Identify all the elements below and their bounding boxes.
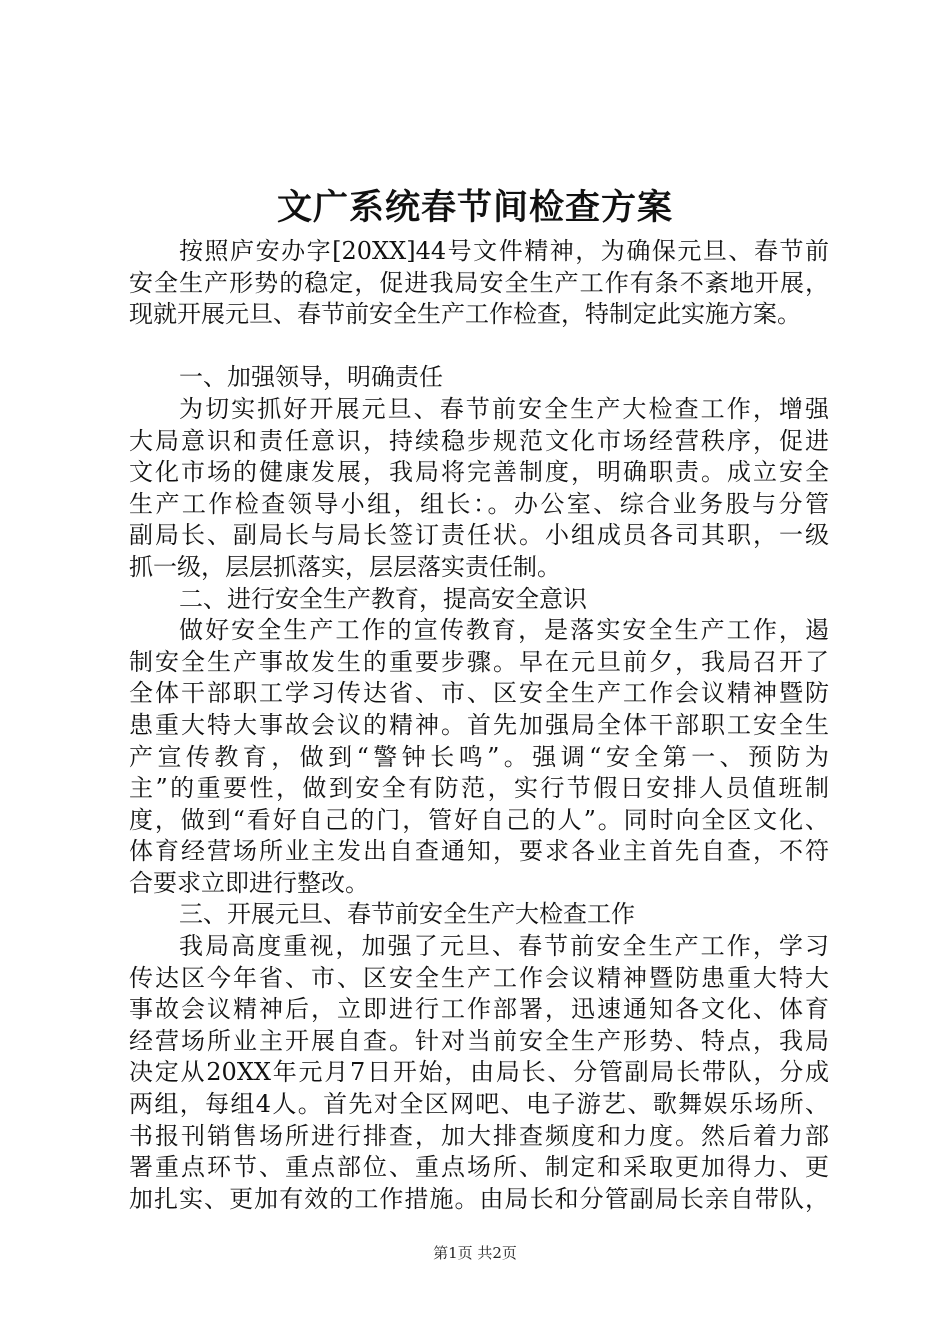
body-line: 加扎实、更加有效的工作措施。由局长和分管副局长亲自带队， <box>129 1184 829 1213</box>
body-line: 抓一级，层层抓落实，层层落实责任制。 <box>129 552 561 581</box>
page-footer: 第1页 共2页 <box>433 1244 517 1262</box>
body-line: 副局长、副局长与局长签订责任状。小组成员各司其职，一级 <box>129 521 829 550</box>
body-line: 合要求立即进行整改。 <box>129 868 369 897</box>
body-line: 产宣传教育，做到“警钟长鸣”。强调“安全第一、预防为 <box>129 742 829 771</box>
body-line: 署重点环节、重点部位、重点场所、制定和采取更加得力、更 <box>129 1153 829 1182</box>
body-line: 生产工作检查领导小组，组长：。办公室、综合业务股与分管 <box>129 489 829 518</box>
document-title: 文广系统春节间检查方案 <box>276 187 673 228</box>
body-line: 安全生产形势的稳定，促进我局安全生产工作有条不紊地开展， <box>129 268 829 297</box>
body-line: 患重大特大事故会议的精神。首先加强局全体干部职工安全生 <box>129 710 829 739</box>
body-line: 决定从20XX年元月7日开始，由局长、分管副局长带队，分成 <box>129 1058 829 1087</box>
document-body <box>129 236 829 1215</box>
body-line: 全体干部职工学习传达省、市、区安全生产工作会议精神暨防 <box>129 679 829 708</box>
body-line: 做好安全生产工作的宣传教育，是落实安全生产工作，遏 <box>179 616 829 645</box>
body-line: 两组，每组4人。首先对全区网吧、电子游艺、歌舞娱乐场所、 <box>129 1090 829 1119</box>
body-line: 现就开展元旦、春节前安全生产工作检查，特制定此实施方案。 <box>129 300 801 329</box>
body-line: 三、开展元旦、春节前安全生产大检查工作 <box>179 900 635 929</box>
body-line: 事故会议精神后，立即进行工作部署，迅速通知各文化、体育 <box>129 995 829 1024</box>
body-line: 制安全生产事故发生的重要步骤。早在元旦前夕，我局召开了 <box>129 647 829 676</box>
body-line: 经营场所业主开展自查。针对当前安全生产形势、特点，我局 <box>129 1026 829 1055</box>
body-line: 文化市场的健康发展，我局将完善制度，明确职责。成立安全 <box>129 458 829 487</box>
body-line: 度，做到“看好自己的门，管好自己的人”。同时向全区文化、 <box>129 805 829 834</box>
body-line: 为切实抓好开展元旦、春节前安全生产大检查工作，增强 <box>179 394 829 423</box>
body-line: 一、加强领导，明确责任 <box>179 363 443 392</box>
body-line: 书报刊销售场所进行排查，加大排查频度和力度。然后着力部 <box>129 1121 829 1150</box>
body-line: 传达区今年省、市、区安全生产工作会议精神暨防患重大特大 <box>129 963 829 992</box>
body-line: 按照庐安办字[20XX]44号文件精神，为确保元旦、春节前 <box>179 237 829 265</box>
body-line: 主”的重要性，做到安全有防范，实行节假日安排人员值班制 <box>129 774 829 803</box>
body-line: 大局意识和责任意识，持续稳步规范文化市场经营秩序，促进 <box>129 426 829 455</box>
body-line: 二、进行安全生产教育，提高安全意识 <box>179 584 587 613</box>
blank-line <box>129 331 829 363</box>
body-line: 我局高度重视，加强了元旦、春节前安全生产工作，学习 <box>179 932 829 961</box>
body-line: 体育经营场所业主发出自查通知，要求各业主首先自查，不符 <box>129 837 829 866</box>
